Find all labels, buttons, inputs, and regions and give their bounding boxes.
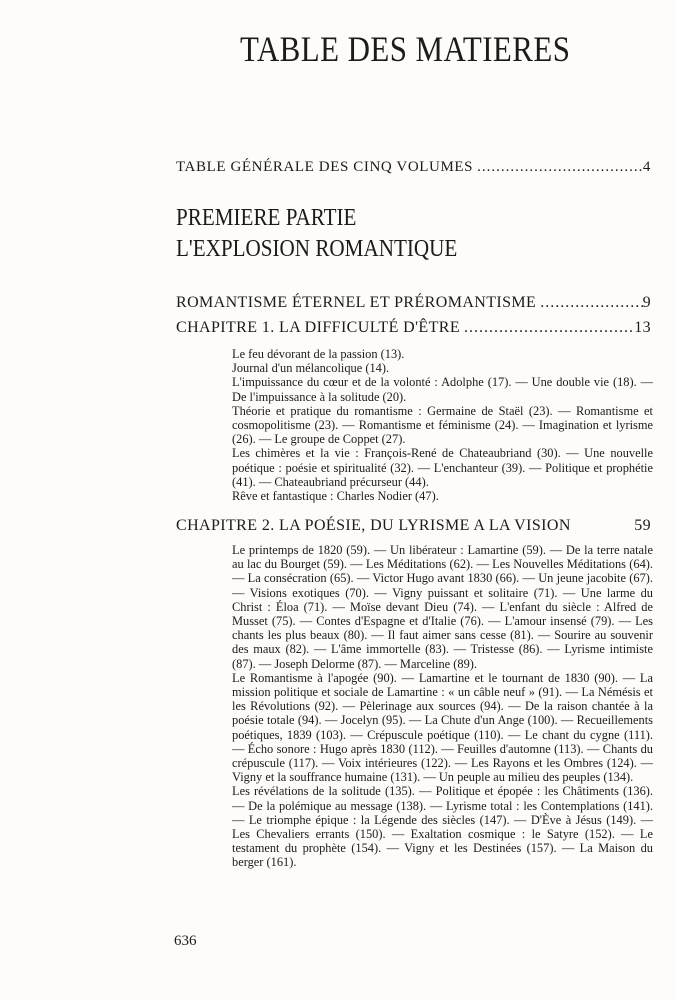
part-heading (176, 203, 457, 265)
dot-leader (460, 319, 634, 337)
part-heading-line2: L'EXPLOSION ROMANTIQUE (176, 236, 458, 262)
page-title: TABLE DES MATIERES (240, 29, 571, 69)
toc-subentry: Rêve et fantastique : Charles Nodier (47). (232, 489, 439, 504)
part-heading-line1: PREMIERE PARTIE (176, 205, 357, 231)
dot-leader (473, 159, 643, 176)
toc-subentry: Le printemps de 1820 (59). — Un libérateur : Lamartine (59). — De la terre natale au lac du Bourget (59). — Les Méditations (62). — Les Nouvelles Méditations (64). — La consécration (65). — Victor Hugo avant 1830 (66). — Un jeune jacobite (67). — Visions exotiques (70). — Vigny puissant et solitaire (71). — Une larme du Christ : Éloa (71). — Moïse devant Dieu (74). — L'enfant du siècle : Alfred de Musset (75). — Contes d'Espagne et d'Italie (76). — L'amour insensé (79). — Les chants les plus beaux (80). — Il faut aimer sans cesse (81). — Sourire au souvenir des maux (82). — L'âme immortelle (83). — Tristesse (86). — Lyrisme intimiste (87). — Joseph Delorme (87). — Marceline (89). (232, 543, 653, 671)
toc-subentry: Théorie et pratique du romantisme : Germaine de Staël (23). — Romantisme et cosmopolitisme (23). — Romantisme et féminisme (24). — Imagination et lyrisme (26). — Le groupe de Coppet (27). (232, 403, 653, 447)
toc-subentry: Les chimères et la vie : François-René de Chateaubriand (30). — Une nouvelle poétique : poésie et spiritualité (32). — L'enchanteur (39). — Politique et prophétie (41). — Chateaubriand précurseur (44). (232, 446, 653, 489)
toc-entry-general-table (176, 159, 651, 176)
dot-leader (536, 294, 642, 312)
toc-subentry: Les révélations de la solitude (135). — Politique et épopée : les Châtiments (136). — De la polémique au message (138). — Lyrisme total : les Contemplations (141). — Le triomphe épique : la Légende des siècles (147). — D'Ève à Jésus (149). — Les Chevaliers errants (150). — Exaltation cosmique : le Satyre (152). — Le testament du prophète (154). — Vigny et les Destinées (157). — La Maison du berger (161). (232, 784, 653, 870)
toc-page-number: 13 (634, 319, 651, 336)
toc-entry-chapter-1 (176, 319, 651, 337)
toc-subentry: L'impuissance du cœur et de la volonté : Adolphe (17). — Une double vie (18). — De l'impuissance à la solitude (20). (232, 375, 653, 404)
chapter-1-contents (232, 347, 653, 503)
toc-entry-label: ROMANTISME ÉTERNEL ET PRÉROMANTISME (176, 294, 537, 311)
toc-page-number: 4 (642, 159, 651, 175)
toc-entry-romantisme (176, 294, 651, 312)
toc-subentry: Journal d'un mélancolique (14). (232, 361, 390, 376)
toc-entry-chapter-2 (176, 517, 651, 535)
chapter-2-contents (232, 543, 653, 870)
toc-subentry: Le feu dévorant de la passion (13). (232, 347, 405, 361)
page-number: 636 (174, 933, 197, 949)
toc-subentry: Le Romantisme à l'apogée (90). — Lamartine et le tournant de 1830 (90). — La mission politique et sociale de Lamartine : « un câble neuf » (91). — La Némésis et les Révolutions (92). — Pèlerinage aux sources (94). — De la raison chantée à la poésie totale (94). — Jocelyn (95). — La Chute d'un Ange (100). — Recueillements poétiques, 1839 (103). — Crépuscule poétique (110). — Le chant du cygne (111). — Écho sonore : Hugo après 1830 (112). — Feuilles d'automne (113). — Chants du crépuscule (117). — Voix intérieures (122). — Les Rayons et les Ombres (124). — Vigny et la souffrance humaine (131). — Un peuple au milieu des peuples (134). (232, 670, 653, 785)
toc-entry-label: TABLE GÉNÉRALE DES CINQ VOLUMES (176, 159, 474, 175)
toc-page-number: 59 (634, 517, 651, 534)
toc-page-number: 9 (642, 294, 651, 311)
toc-entry-label: CHAPITRE 2. LA POÉSIE, DU LYRISME A LA VISION (176, 517, 571, 534)
toc-entry-label: CHAPITRE 1. LA DIFFICULTÉ D'ÊTRE (176, 319, 460, 336)
